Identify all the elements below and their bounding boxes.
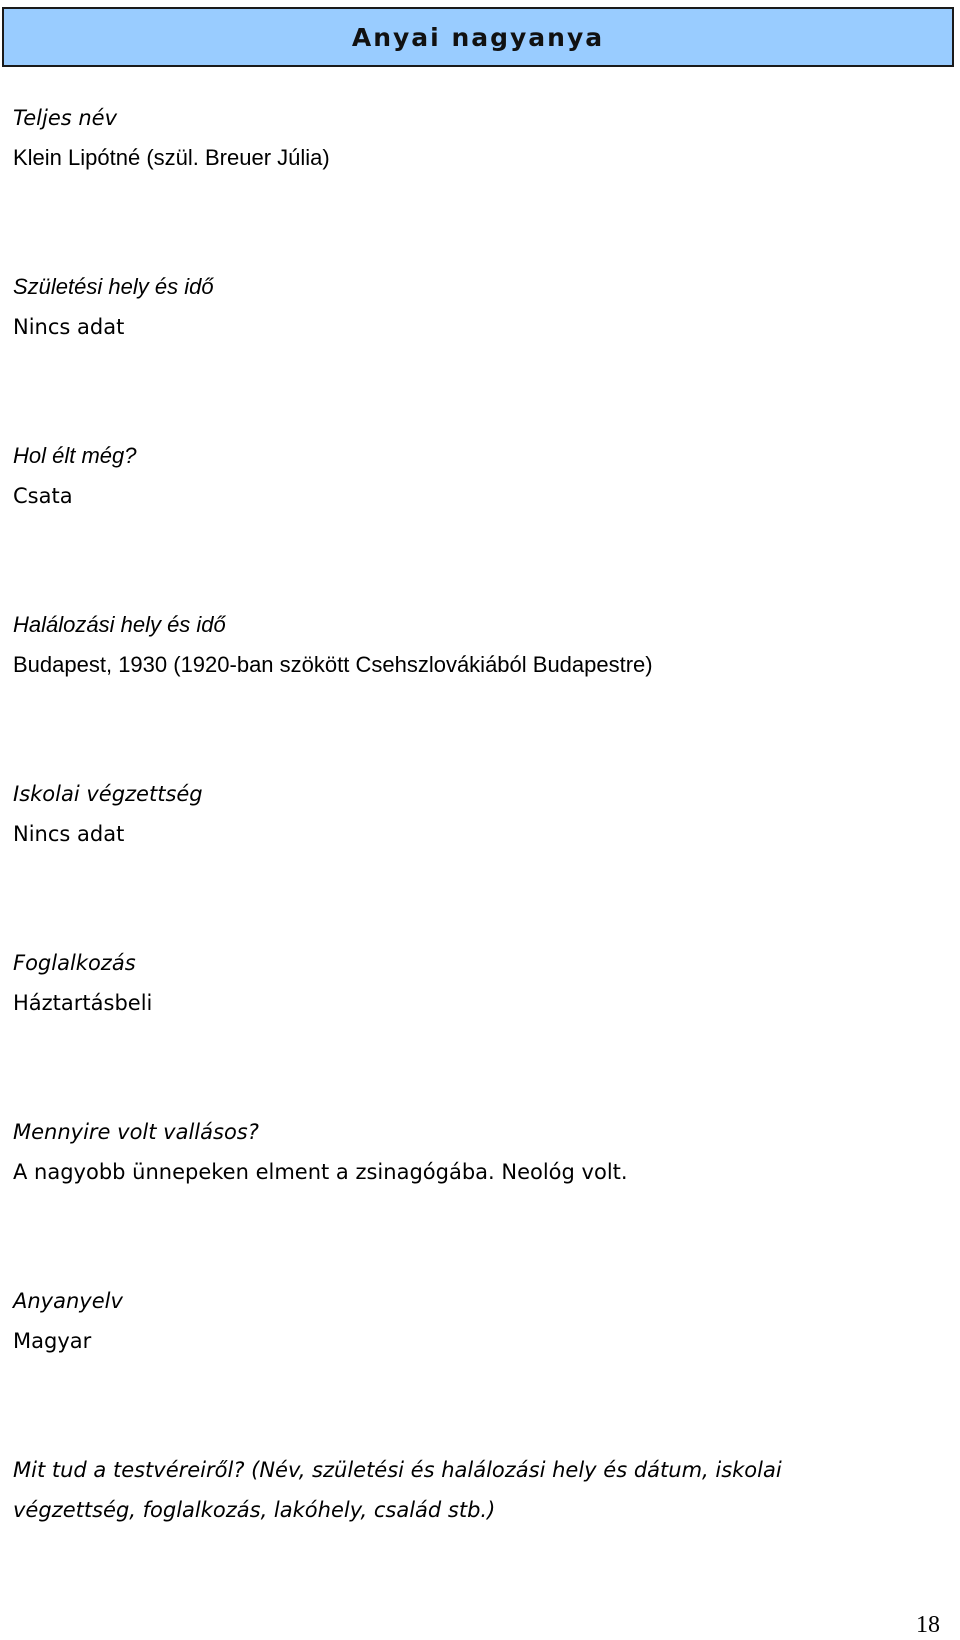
field-label: Anyanyelv bbox=[13, 1289, 123, 1313]
field-label: Mennyire volt vallásos? bbox=[13, 1120, 259, 1144]
field-value: Magyar bbox=[13, 1329, 92, 1353]
field-value: Budapest, 1930 (1920-ban szökött Csehszlovákiából Budapestre) bbox=[13, 652, 653, 677]
field-mother-tongue bbox=[13, 1281, 948, 1361]
field-label: Születési hely és idő bbox=[13, 274, 214, 299]
field-label: Mit tud a testvéreiről? (Név, születési és halálozási hely és dátum, iskolai bbox=[13, 1458, 782, 1482]
field-value: Nincs adat bbox=[13, 315, 125, 339]
field-label: Iskolai végzettség bbox=[13, 782, 203, 806]
page-number: 18 bbox=[916, 1612, 940, 1638]
field-label: Hol élt még? bbox=[13, 443, 137, 468]
field-birth-place-date bbox=[13, 267, 948, 347]
field-value: Háztartásbeli bbox=[13, 991, 153, 1015]
field-value: Nincs adat bbox=[13, 822, 125, 846]
field-label: Teljes név bbox=[13, 106, 118, 130]
field-full-name bbox=[13, 98, 948, 178]
field-value: Klein Lipótné (szül. Breuer Júlia) bbox=[13, 145, 330, 170]
field-label: Foglalkozás bbox=[13, 951, 136, 975]
field-occupation bbox=[13, 943, 948, 1023]
field-siblings bbox=[13, 1450, 948, 1530]
field-value: A nagyobb ünnepeken elment a zsinagógába. Neológ volt. bbox=[13, 1160, 628, 1184]
field-value: Csata bbox=[13, 484, 73, 508]
field-label: Halálozási hely és idő bbox=[13, 612, 226, 637]
field-education bbox=[13, 774, 948, 854]
section-title: Anyai nagyanya bbox=[351, 22, 605, 52]
field-death-place-date bbox=[13, 605, 948, 685]
field-other-residence bbox=[13, 436, 948, 516]
field-label-continuation: végzettség, foglalkozás, lakóhely, család stb.) bbox=[13, 1498, 496, 1522]
field-religiosity bbox=[13, 1112, 948, 1192]
section-header bbox=[2, 7, 954, 67]
